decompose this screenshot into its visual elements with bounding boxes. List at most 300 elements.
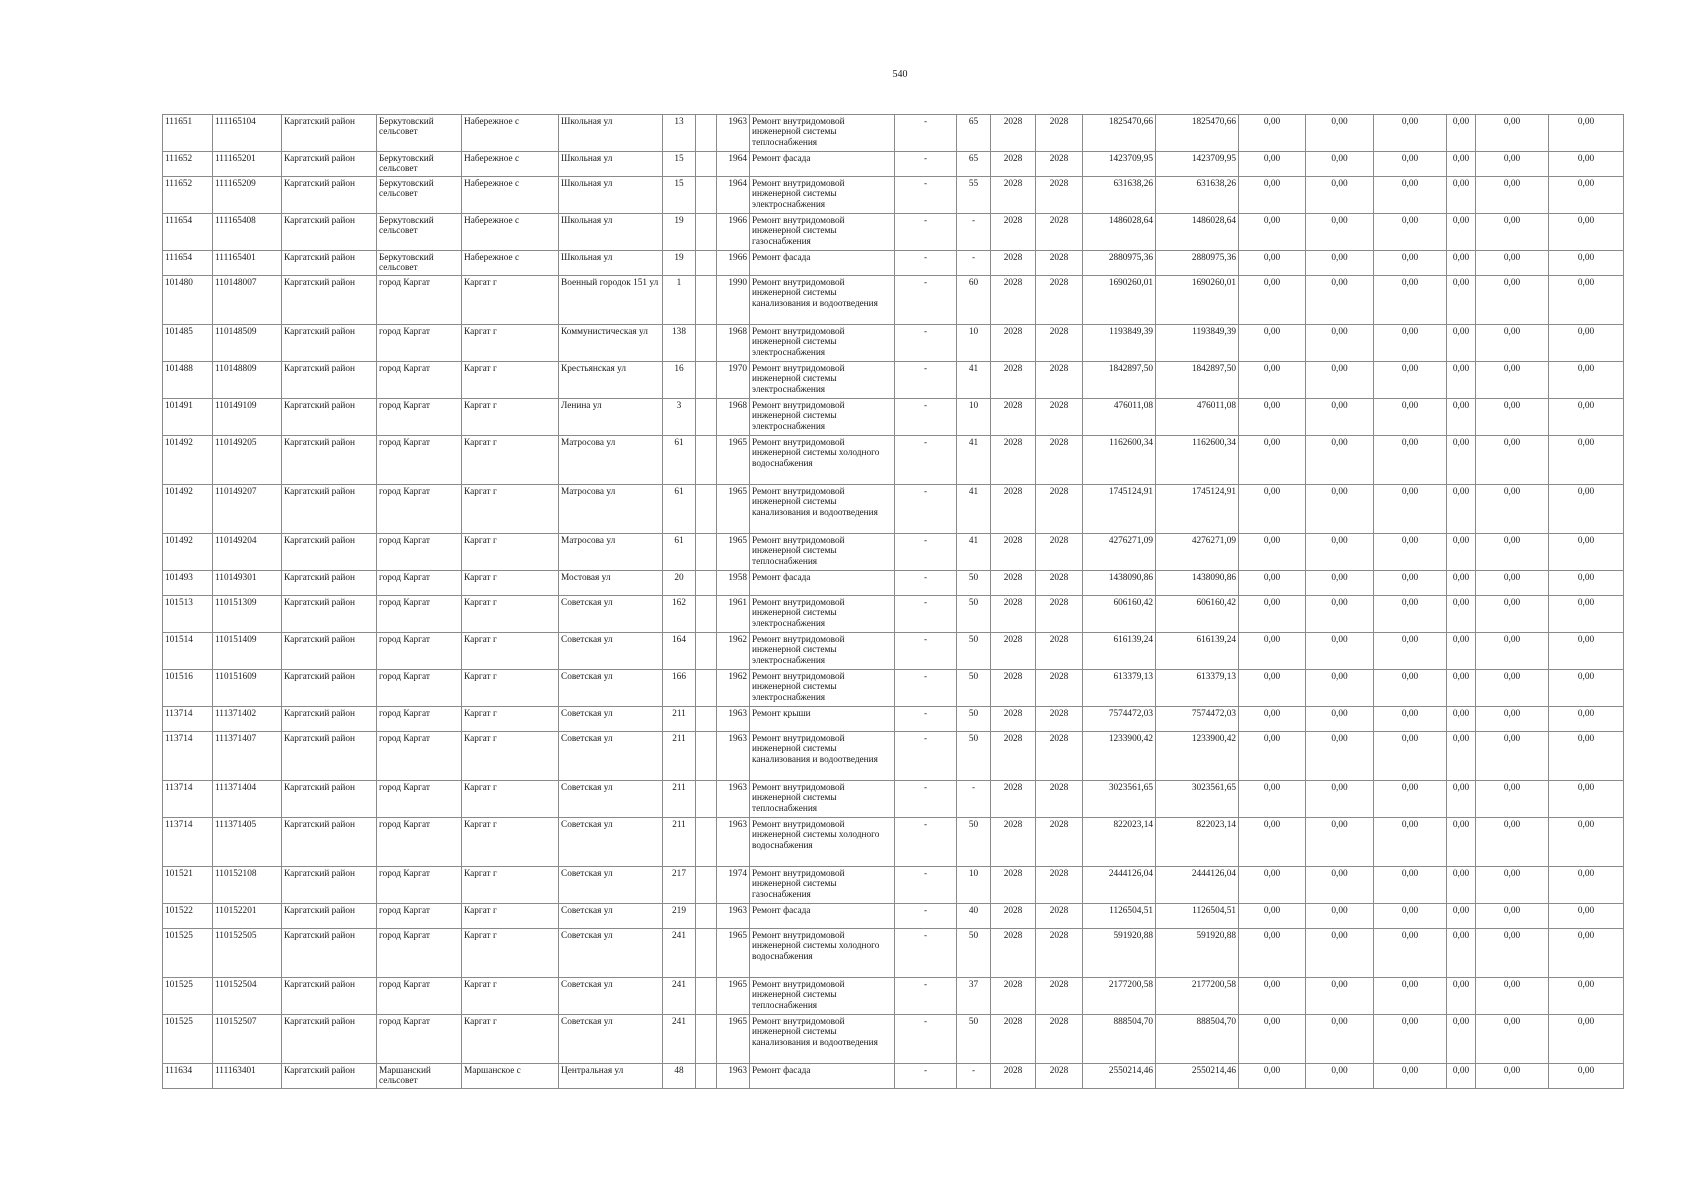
house-number-cell: 211 (663, 781, 696, 818)
value-1-cell: 0,00 (1239, 152, 1306, 177)
street-cell: Школьная ул (559, 115, 663, 152)
year-start-cell: 2028 (991, 867, 1036, 904)
cost-a-cell: 606160,42 (1156, 596, 1239, 633)
cost-a-cell: 1486028,64 (1156, 214, 1239, 251)
year-end-cell: 2028 (1036, 571, 1083, 596)
col11-cell: - (895, 781, 957, 818)
corpus-cell (696, 904, 717, 929)
cost-a-cell: 822023,14 (1156, 818, 1239, 867)
municipality-cell: город Каргат (377, 362, 462, 399)
cost-total-cell: 4276271,09 (1083, 534, 1156, 571)
value-6-cell: 0,00 (1549, 781, 1624, 818)
year-start-cell: 2028 (991, 214, 1036, 251)
corpus-cell (696, 276, 717, 325)
col12-cell: 10 (957, 399, 991, 436)
corpus-cell (696, 115, 717, 152)
value-6-cell: 0,00 (1549, 596, 1624, 633)
value-2-cell: 0,00 (1306, 152, 1374, 177)
value-3-cell: 0,00 (1374, 534, 1447, 571)
value-5-cell: 0,00 (1476, 436, 1549, 485)
year-start-cell: 2028 (991, 399, 1036, 436)
year-end-cell: 2028 (1036, 596, 1083, 633)
year-end-cell: 2028 (1036, 485, 1083, 534)
value-2-cell: 0,00 (1306, 707, 1374, 732)
value-4-cell: 0,00 (1447, 485, 1476, 534)
work-type-cell: Ремонт внутридомовой инженерной системы холодного водоснабжения (750, 929, 895, 978)
locality-cell: Каргат г (462, 732, 559, 781)
table-row (163, 534, 1624, 571)
locality-cell: Каргат г (462, 325, 559, 362)
value-4-cell: 0,00 (1447, 1064, 1476, 1089)
corpus-cell (696, 152, 717, 177)
cost-a-cell: 2550214,46 (1156, 1064, 1239, 1089)
cost-total-cell: 2550214,46 (1083, 1064, 1156, 1089)
house-number-cell: 20 (663, 571, 696, 596)
corpus-cell (696, 633, 717, 670)
value-2-cell: 0,00 (1306, 325, 1374, 362)
cost-a-cell: 1438090,86 (1156, 571, 1239, 596)
object-code-cell: 110152507 (213, 1015, 282, 1064)
object-code-cell: 110148809 (213, 362, 282, 399)
corpus-cell (696, 362, 717, 399)
value-3-cell: 0,00 (1374, 115, 1447, 152)
work-type-cell: Ремонт фасада (750, 904, 895, 929)
house-number-cell: 16 (663, 362, 696, 399)
object-code-cell: 110148509 (213, 325, 282, 362)
year-start-cell: 2028 (991, 707, 1036, 732)
col12-cell: 50 (957, 707, 991, 732)
district-cell: Каргатский район (282, 732, 377, 781)
build-year-cell: 1963 (717, 732, 750, 781)
cost-a-cell: 1233900,42 (1156, 732, 1239, 781)
col11-cell: - (895, 485, 957, 534)
municipality-cell: город Каргат (377, 436, 462, 485)
district-cell: Каргатский район (282, 633, 377, 670)
corpus-cell (696, 177, 717, 214)
locality-cell: Каргат г (462, 781, 559, 818)
street-cell: Советская ул (559, 670, 663, 707)
value-1-cell: 0,00 (1239, 670, 1306, 707)
corpus-cell (696, 978, 717, 1015)
work-type-cell: Ремонт внутридомовой инженерной системы электроснабжения (750, 670, 895, 707)
municipality-cell: город Каргат (377, 485, 462, 534)
value-6-cell: 0,00 (1549, 115, 1624, 152)
object-code-cell: 111165401 (213, 251, 282, 276)
col12-cell: 37 (957, 978, 991, 1015)
table-row (163, 904, 1624, 929)
work-type-cell: Ремонт внутридомовой инженерной системы теплоснабжения (750, 115, 895, 152)
corpus-cell (696, 732, 717, 781)
col11-cell: - (895, 115, 957, 152)
municipality-cell: город Каргат (377, 276, 462, 325)
col11-cell: - (895, 214, 957, 251)
value-5-cell: 0,00 (1476, 152, 1549, 177)
house-number-cell: 138 (663, 325, 696, 362)
municipality-cell: город Каргат (377, 325, 462, 362)
value-4-cell: 0,00 (1447, 732, 1476, 781)
corpus-cell (696, 781, 717, 818)
municipality-cell: Беркутовский сельсовет (377, 115, 462, 152)
municipality-cell: Беркутовский сельсовет (377, 177, 462, 214)
value-3-cell: 0,00 (1374, 177, 1447, 214)
cost-a-cell: 1162600,34 (1156, 436, 1239, 485)
work-type-cell: Ремонт внутридомовой инженерной системы канализования и водоотведения (750, 485, 895, 534)
locality-cell: Каргат г (462, 596, 559, 633)
cost-total-cell: 2177200,58 (1083, 978, 1156, 1015)
col11-cell: - (895, 904, 957, 929)
build-year-cell: 1964 (717, 152, 750, 177)
table-body (163, 115, 1624, 1089)
object-code-cell: 110149204 (213, 534, 282, 571)
row-id-cell: 113714 (163, 781, 213, 818)
cost-a-cell: 7574472,03 (1156, 707, 1239, 732)
locality-cell: Набережное с (462, 152, 559, 177)
cost-total-cell: 613379,13 (1083, 670, 1156, 707)
street-cell: Крестьянская ул (559, 362, 663, 399)
street-cell: Советская ул (559, 707, 663, 732)
value-3-cell: 0,00 (1374, 1015, 1447, 1064)
value-3-cell: 0,00 (1374, 818, 1447, 867)
value-3-cell: 0,00 (1374, 978, 1447, 1015)
year-start-cell: 2028 (991, 362, 1036, 399)
build-year-cell: 1961 (717, 596, 750, 633)
house-number-cell: 61 (663, 485, 696, 534)
table-row (163, 485, 1624, 534)
col11-cell: - (895, 670, 957, 707)
value-1-cell: 0,00 (1239, 707, 1306, 732)
table-row (163, 596, 1624, 633)
work-type-cell: Ремонт внутридомовой инженерной системы канализования и водоотведения (750, 1015, 895, 1064)
value-3-cell: 0,00 (1374, 325, 1447, 362)
object-code-cell: 110149301 (213, 571, 282, 596)
build-year-cell: 1963 (717, 707, 750, 732)
value-5-cell: 0,00 (1476, 399, 1549, 436)
district-cell: Каргатский район (282, 818, 377, 867)
street-cell: Советская ул (559, 633, 663, 670)
cost-total-cell: 476011,08 (1083, 399, 1156, 436)
locality-cell: Набережное с (462, 214, 559, 251)
cost-total-cell: 591920,88 (1083, 929, 1156, 978)
row-id-cell: 101522 (163, 904, 213, 929)
col11-cell: - (895, 978, 957, 1015)
house-number-cell: 1 (663, 276, 696, 325)
row-id-cell: 113714 (163, 818, 213, 867)
value-4-cell: 0,00 (1447, 436, 1476, 485)
value-6-cell: 0,00 (1549, 929, 1624, 978)
year-start-cell: 2028 (991, 325, 1036, 362)
value-6-cell: 0,00 (1549, 485, 1624, 534)
value-3-cell: 0,00 (1374, 596, 1447, 633)
value-1-cell: 0,00 (1239, 115, 1306, 152)
table-row (163, 633, 1624, 670)
value-1-cell: 0,00 (1239, 485, 1306, 534)
row-id-cell: 101492 (163, 485, 213, 534)
street-cell: Советская ул (559, 929, 663, 978)
district-cell: Каргатский район (282, 362, 377, 399)
col11-cell: - (895, 436, 957, 485)
work-type-cell: Ремонт фасада (750, 152, 895, 177)
object-code-cell: 111165209 (213, 177, 282, 214)
value-4-cell: 0,00 (1447, 251, 1476, 276)
value-6-cell: 0,00 (1549, 152, 1624, 177)
work-type-cell: Ремонт фасада (750, 251, 895, 276)
value-1-cell: 0,00 (1239, 276, 1306, 325)
work-type-cell: Ремонт фасада (750, 571, 895, 596)
district-cell: Каргатский район (282, 485, 377, 534)
value-3-cell: 0,00 (1374, 707, 1447, 732)
col11-cell: - (895, 633, 957, 670)
cost-total-cell: 888504,70 (1083, 1015, 1156, 1064)
municipality-cell: город Каргат (377, 670, 462, 707)
col11-cell: - (895, 325, 957, 362)
value-6-cell: 0,00 (1549, 732, 1624, 781)
locality-cell: Каргат г (462, 978, 559, 1015)
value-2-cell: 0,00 (1306, 251, 1374, 276)
year-start-cell: 2028 (991, 485, 1036, 534)
row-id-cell: 101480 (163, 276, 213, 325)
corpus-cell (696, 707, 717, 732)
street-cell: Школьная ул (559, 152, 663, 177)
row-id-cell: 101525 (163, 1015, 213, 1064)
value-3-cell: 0,00 (1374, 1064, 1447, 1089)
cost-total-cell: 7574472,03 (1083, 707, 1156, 732)
municipality-cell: Беркутовский сельсовет (377, 214, 462, 251)
corpus-cell (696, 1064, 717, 1089)
page-number: 540 (892, 69, 908, 80)
street-cell: Коммунистическая ул (559, 325, 663, 362)
year-start-cell: 2028 (991, 596, 1036, 633)
house-number-cell: 164 (663, 633, 696, 670)
municipality-cell: город Каргат (377, 818, 462, 867)
municipality-cell: Беркутовский сельсовет (377, 152, 462, 177)
value-2-cell: 0,00 (1306, 596, 1374, 633)
work-type-cell: Ремонт фасада (750, 1064, 895, 1089)
value-2-cell: 0,00 (1306, 670, 1374, 707)
corpus-cell (696, 436, 717, 485)
build-year-cell: 1964 (717, 177, 750, 214)
house-number-cell: 19 (663, 251, 696, 276)
house-number-cell: 61 (663, 534, 696, 571)
row-id-cell: 101492 (163, 534, 213, 571)
cost-a-cell: 3023561,65 (1156, 781, 1239, 818)
col12-cell: 50 (957, 633, 991, 670)
build-year-cell: 1968 (717, 325, 750, 362)
year-end-cell: 2028 (1036, 436, 1083, 485)
value-1-cell: 0,00 (1239, 436, 1306, 485)
locality-cell: Маршанское с (462, 1064, 559, 1089)
locality-cell: Каргат г (462, 1015, 559, 1064)
work-type-cell: Ремонт внутридомовой инженерной системы теплоснабжения (750, 978, 895, 1015)
value-4-cell: 0,00 (1447, 534, 1476, 571)
work-type-cell: Ремонт внутридомовой инженерной системы электроснабжения (750, 325, 895, 362)
row-id-cell: 111652 (163, 177, 213, 214)
municipality-cell: Беркутовский сельсовет (377, 251, 462, 276)
value-5-cell: 0,00 (1476, 732, 1549, 781)
value-3-cell: 0,00 (1374, 214, 1447, 251)
cost-a-cell: 1745124,91 (1156, 485, 1239, 534)
work-type-cell: Ремонт внутридомовой инженерной системы электроснабжения (750, 362, 895, 399)
municipality-cell: город Каргат (377, 732, 462, 781)
district-cell: Каргатский район (282, 670, 377, 707)
value-1-cell: 0,00 (1239, 1015, 1306, 1064)
year-end-cell: 2028 (1036, 325, 1083, 362)
col12-cell: - (957, 1064, 991, 1089)
col11-cell: - (895, 534, 957, 571)
municipality-cell: город Каргат (377, 633, 462, 670)
street-cell: Школьная ул (559, 214, 663, 251)
col11-cell: - (895, 867, 957, 904)
value-5-cell: 0,00 (1476, 818, 1549, 867)
locality-cell: Каргат г (462, 707, 559, 732)
year-end-cell: 2028 (1036, 670, 1083, 707)
value-6-cell: 0,00 (1549, 978, 1624, 1015)
municipality-cell: Маршанский сельсовет (377, 1064, 462, 1089)
table-row (163, 670, 1624, 707)
street-cell: Школьная ул (559, 251, 663, 276)
locality-cell: Каргат г (462, 904, 559, 929)
value-6-cell: 0,00 (1549, 436, 1624, 485)
object-code-cell: 110152201 (213, 904, 282, 929)
table-row (163, 276, 1624, 325)
build-year-cell: 1965 (717, 1015, 750, 1064)
locality-cell: Каргат г (462, 276, 559, 325)
row-id-cell: 101492 (163, 436, 213, 485)
year-start-cell: 2028 (991, 177, 1036, 214)
work-type-cell: Ремонт внутридомовой инженерной системы теплоснабжения (750, 781, 895, 818)
value-6-cell: 0,00 (1549, 362, 1624, 399)
value-6-cell: 0,00 (1549, 177, 1624, 214)
row-id-cell: 101525 (163, 978, 213, 1015)
cost-total-cell: 1162600,34 (1083, 436, 1156, 485)
col12-cell: 41 (957, 534, 991, 571)
year-end-cell: 2028 (1036, 781, 1083, 818)
col12-cell: 41 (957, 362, 991, 399)
value-4-cell: 0,00 (1447, 707, 1476, 732)
value-5-cell: 0,00 (1476, 276, 1549, 325)
col11-cell: - (895, 707, 957, 732)
work-type-cell: Ремонт внутридомовой инженерной системы канализования и водоотведения (750, 732, 895, 781)
value-1-cell: 0,00 (1239, 732, 1306, 781)
corpus-cell (696, 929, 717, 978)
object-code-cell: 110152504 (213, 978, 282, 1015)
table-row (163, 251, 1624, 276)
object-code-cell: 110151309 (213, 596, 282, 633)
table-row (163, 436, 1624, 485)
district-cell: Каргатский район (282, 214, 377, 251)
value-5-cell: 0,00 (1476, 325, 1549, 362)
build-year-cell: 1965 (717, 534, 750, 571)
table-row (163, 399, 1624, 436)
object-code-cell: 110152505 (213, 929, 282, 978)
table-row (163, 1064, 1624, 1089)
locality-cell: Каргат г (462, 534, 559, 571)
value-2-cell: 0,00 (1306, 1064, 1374, 1089)
col11-cell: - (895, 1064, 957, 1089)
cost-a-cell: 1842897,50 (1156, 362, 1239, 399)
value-3-cell: 0,00 (1374, 251, 1447, 276)
col12-cell: 50 (957, 929, 991, 978)
build-year-cell: 1965 (717, 929, 750, 978)
table-row (163, 1015, 1624, 1064)
cost-a-cell: 1126504,51 (1156, 904, 1239, 929)
value-6-cell: 0,00 (1549, 1064, 1624, 1089)
row-id-cell: 101521 (163, 867, 213, 904)
cost-total-cell: 1690260,01 (1083, 276, 1156, 325)
table-row (163, 978, 1624, 1015)
municipality-cell: город Каргат (377, 904, 462, 929)
cost-a-cell: 613379,13 (1156, 670, 1239, 707)
year-end-cell: 2028 (1036, 251, 1083, 276)
value-4-cell: 0,00 (1447, 152, 1476, 177)
build-year-cell: 1968 (717, 399, 750, 436)
cost-a-cell: 2177200,58 (1156, 978, 1239, 1015)
table-row (163, 929, 1624, 978)
year-start-cell: 2028 (991, 818, 1036, 867)
value-4-cell: 0,00 (1447, 818, 1476, 867)
house-number-cell: 211 (663, 818, 696, 867)
value-1-cell: 0,00 (1239, 362, 1306, 399)
year-end-cell: 2028 (1036, 399, 1083, 436)
object-code-cell: 111165201 (213, 152, 282, 177)
value-5-cell: 0,00 (1476, 867, 1549, 904)
col11-cell: - (895, 152, 957, 177)
corpus-cell (696, 818, 717, 867)
value-3-cell: 0,00 (1374, 867, 1447, 904)
house-number-cell: 241 (663, 1015, 696, 1064)
year-start-cell: 2028 (991, 732, 1036, 781)
cost-total-cell: 1423709,95 (1083, 152, 1156, 177)
street-cell: Матросова ул (559, 485, 663, 534)
corpus-cell (696, 534, 717, 571)
value-5-cell: 0,00 (1476, 362, 1549, 399)
year-end-cell: 2028 (1036, 276, 1083, 325)
district-cell: Каргатский район (282, 707, 377, 732)
value-1-cell: 0,00 (1239, 633, 1306, 670)
value-5-cell: 0,00 (1476, 929, 1549, 978)
col12-cell: 50 (957, 818, 991, 867)
cost-total-cell: 2444126,04 (1083, 867, 1156, 904)
object-code-cell: 110149109 (213, 399, 282, 436)
year-end-cell: 2028 (1036, 362, 1083, 399)
row-id-cell: 111654 (163, 251, 213, 276)
value-6-cell: 0,00 (1549, 276, 1624, 325)
value-4-cell: 0,00 (1447, 362, 1476, 399)
cost-total-cell: 2880975,36 (1083, 251, 1156, 276)
value-4-cell: 0,00 (1447, 596, 1476, 633)
value-2-cell: 0,00 (1306, 362, 1374, 399)
year-start-cell: 2028 (991, 978, 1036, 1015)
locality-cell: Набережное с (462, 177, 559, 214)
corpus-cell (696, 399, 717, 436)
work-type-cell: Ремонт крыши (750, 707, 895, 732)
cost-a-cell: 1423709,95 (1156, 152, 1239, 177)
value-5-cell: 0,00 (1476, 485, 1549, 534)
work-type-cell: Ремонт внутридомовой инженерной системы газоснабжения (750, 214, 895, 251)
house-number-cell: 219 (663, 904, 696, 929)
year-end-cell: 2028 (1036, 152, 1083, 177)
value-2-cell: 0,00 (1306, 485, 1374, 534)
table-row (163, 571, 1624, 596)
year-end-cell: 2028 (1036, 633, 1083, 670)
value-5-cell: 0,00 (1476, 115, 1549, 152)
object-code-cell: 110149207 (213, 485, 282, 534)
build-year-cell: 1963 (717, 1064, 750, 1089)
house-number-cell: 3 (663, 399, 696, 436)
table-row (163, 707, 1624, 732)
work-type-cell: Ремонт внутридомовой инженерной системы канализования и водоотведения (750, 276, 895, 325)
row-id-cell: 101493 (163, 571, 213, 596)
value-2-cell: 0,00 (1306, 978, 1374, 1015)
